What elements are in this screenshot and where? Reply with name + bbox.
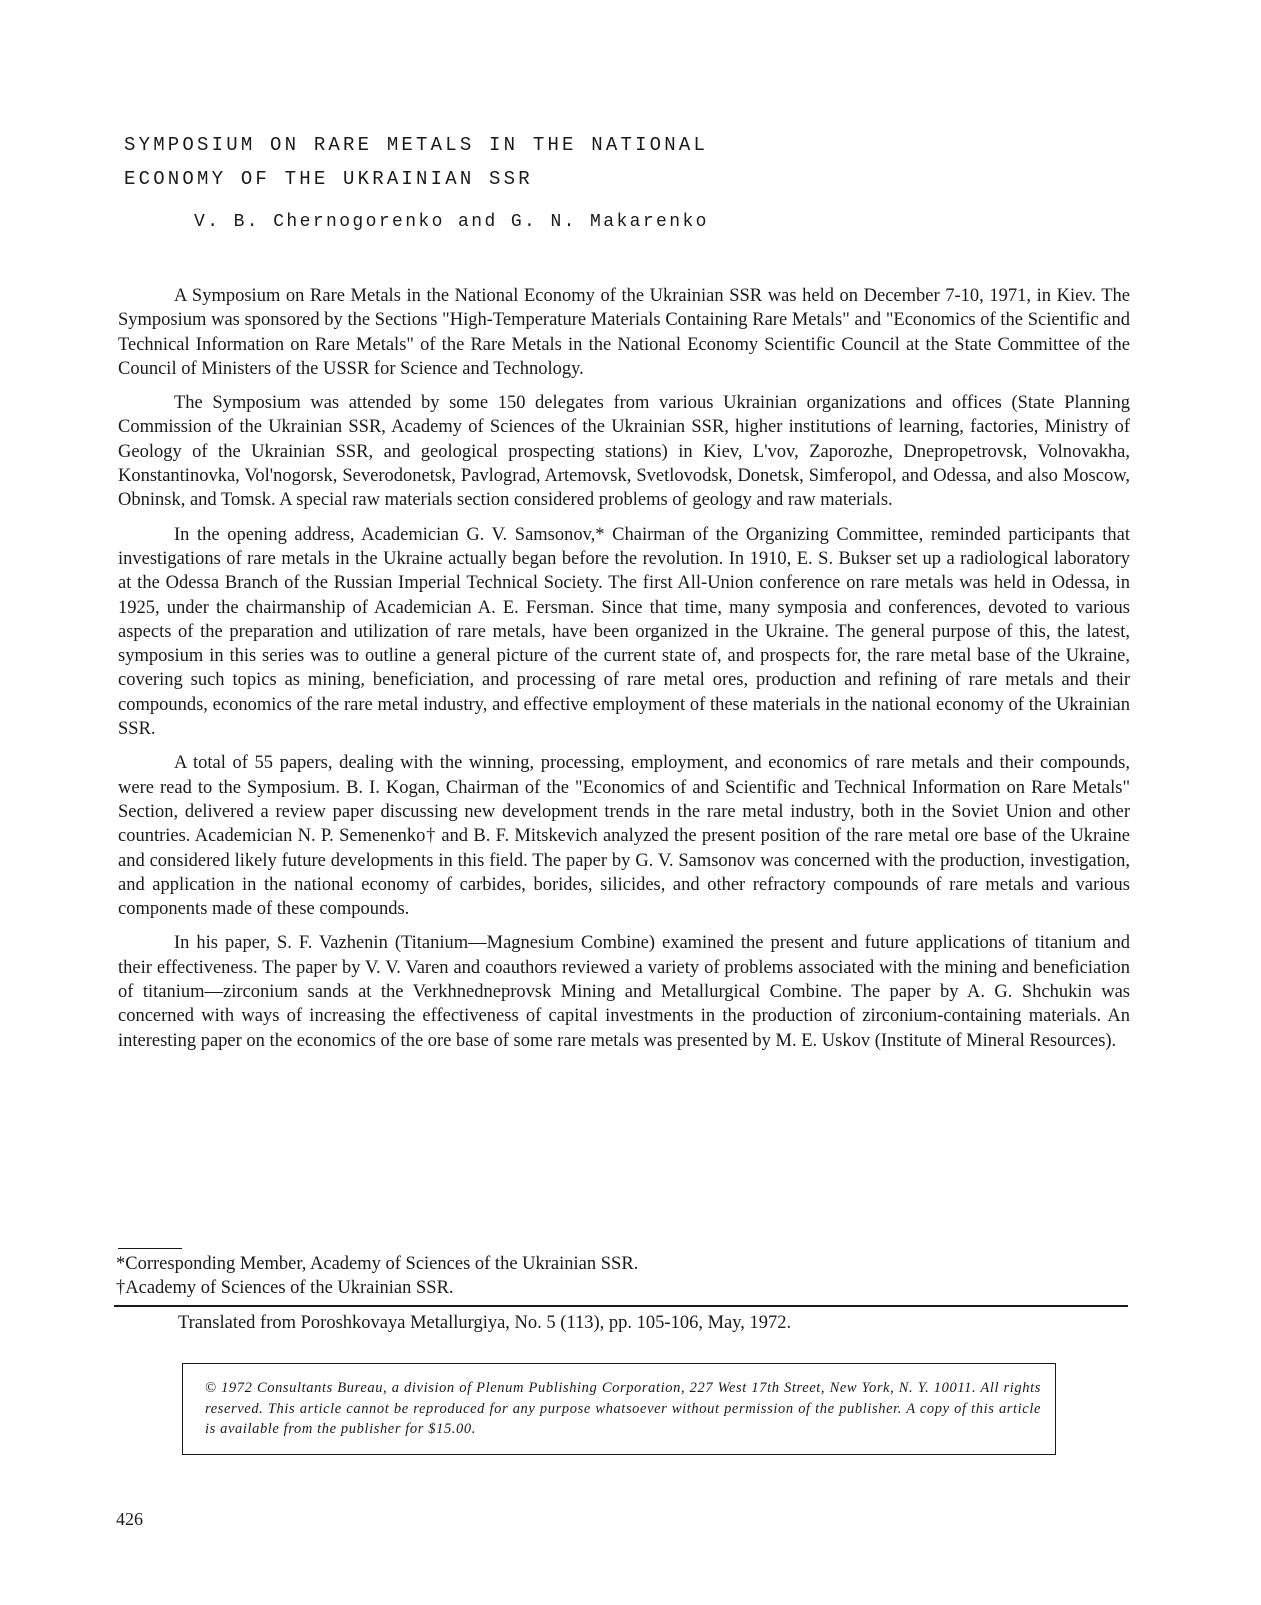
body-paragraph-2: The Symposium was attended by some 150 delegates from various Ukrainian organizations and offices (State Planning Commission of the Ukrainian SSR, Academy of Sciences of the Ukrainian SSR, higher institutions of learning, factories, Ministry of Geology of the Ukrainian SSR, and geological prospecting stations) in Kiev, L'vov, Zaporozhe, Dnepropetrovsk, Volnovakha, Konstantinovka, Vol'nogorsk, Severodonetsk, Pavlograd, Artemovsk, Svetlovodsk, Donetsk, Simferopol, and Odessa, and also Moscow, Obninsk, and Tomsk. A special raw materials section considered problems of geology and raw materials.: [118, 393, 1130, 511]
footnotes: [116, 1252, 638, 1300]
copyright-notice: © 1972 Consultants Bureau, a division of Plenum Publishing Corporation, 227 West 17th Street, New York, N. Y. 10011. All rights reserved. This article cannot be reproduced for any purpose whatsoever without permission of the publisher. A copy of this article is available from the publisher for $15.00.: [205, 1380, 1041, 1437]
copyright-box: [182, 1363, 1056, 1455]
translation-source: Translated from Poroshkovaya Metallurgiya, No. 5 (113), pp. 105-106, May, 1972.: [178, 1313, 792, 1333]
article-title-line-1: SYMPOSIUM ON RARE METALS IN THE NATIONAL: [124, 134, 709, 156]
article-body: [118, 284, 1130, 1063]
page-number: 426: [116, 1509, 143, 1529]
footnote-asterisk: *Corresponding Member, Academy of Sciences of the Ukrainian SSR.: [116, 1254, 639, 1274]
body-paragraph-1: A Symposium on Rare Metals in the National Economy of the Ukrainian SSR was held on December 7-10, 1971, in Kiev. The Symposium was sponsored by the Sections "High-Temperature Materials Containing Rare Metals" and "Economics of the Scientific and Technical Information on Rare Metals" of the Rare Metals in the National Economy Scientific Council at the State Committee of the Council of Ministers of the USSR for Science and Technology.: [118, 286, 1130, 379]
translation-divider: [114, 1305, 1128, 1307]
article-title: [124, 128, 708, 196]
body-paragraph-4: A total of 55 papers, dealing with the winning, processing, employment, and economics of rare metals and their compounds, were read to the Symposium. B. I. Kogan, Chairman of the "Economics of and Scientific and Technical Information on Rare Metals" Section, delivered a review paper discussing new development trends in the rare metal industry, both in the Soviet Union and other countries. Academician N. P. Semenenko† and B. F. Mitskevich analyzed the present position of the rare metal ore base of the Ukraine and considered likely future developments in this field. The paper by G. V. Samsonov was concerned with the production, investigation, and application in the national economy of carbides, borides, silicides, and other refractory compounds of rare metals and various components made of these compounds.: [118, 753, 1130, 920]
body-paragraph-5: In his paper, S. F. Vazhenin (Titanium—Magnesium Combine) examined the present and future applications of titanium and their effectiveness. The paper by V. V. Varen and coauthors reviewed a variety of problems associated with the mining and beneficiation of titanium—zirconium sands at the Verkhnedneprovsk Mining and Metallurgical Combine. The paper by A. G. Shchukin was concerned with ways of increasing the effectiveness of capital investments in the production of zirconium-containing materials. An interesting paper on the economics of the ore base of some rare metals was presented by M. E. Uskov (Institute of Mineral Resources).: [118, 933, 1130, 1051]
footnote-dagger: †Academy of Sciences of the Ukrainian SSR.: [116, 1278, 454, 1298]
body-paragraph-3: In the opening address, Academician G. V. Samsonov,* Chairman of the Organizing Committee, reminded participants that investigations of rare metals in the Ukraine actually began before the revolution. In 1910, E. S. Bukser set up a radiological laboratory at the Odessa Branch of the Russian Imperial Technical Society. The first All-Union conference on rare metals was held in Odessa, in 1925, under the chairmanship of Academician A. E. Fersman. Since that time, many symposia and conferences, devoted to various aspects of the preparation and utilization of rare metals, have been organized in the Ukraine. The general purpose of this, the latest, symposium in this series was to outline a general picture of the current state of, and prospects for, the rare metal base of the Ukraine, covering such topics as mining, beneficiation, and processing of rare metal ores, production and refining of rare metals and their compounds, economics of the rare metal industry, and effective employment of these materials in the national economy of the Ukrainian SSR.: [118, 524, 1130, 740]
article-title-line-2: ECONOMY OF THE UKRAINIAN SSR: [124, 168, 533, 190]
footnote-divider: [118, 1248, 182, 1249]
article-authors: V. B. Chernogorenko and G. N. Makarenko: [194, 212, 709, 232]
